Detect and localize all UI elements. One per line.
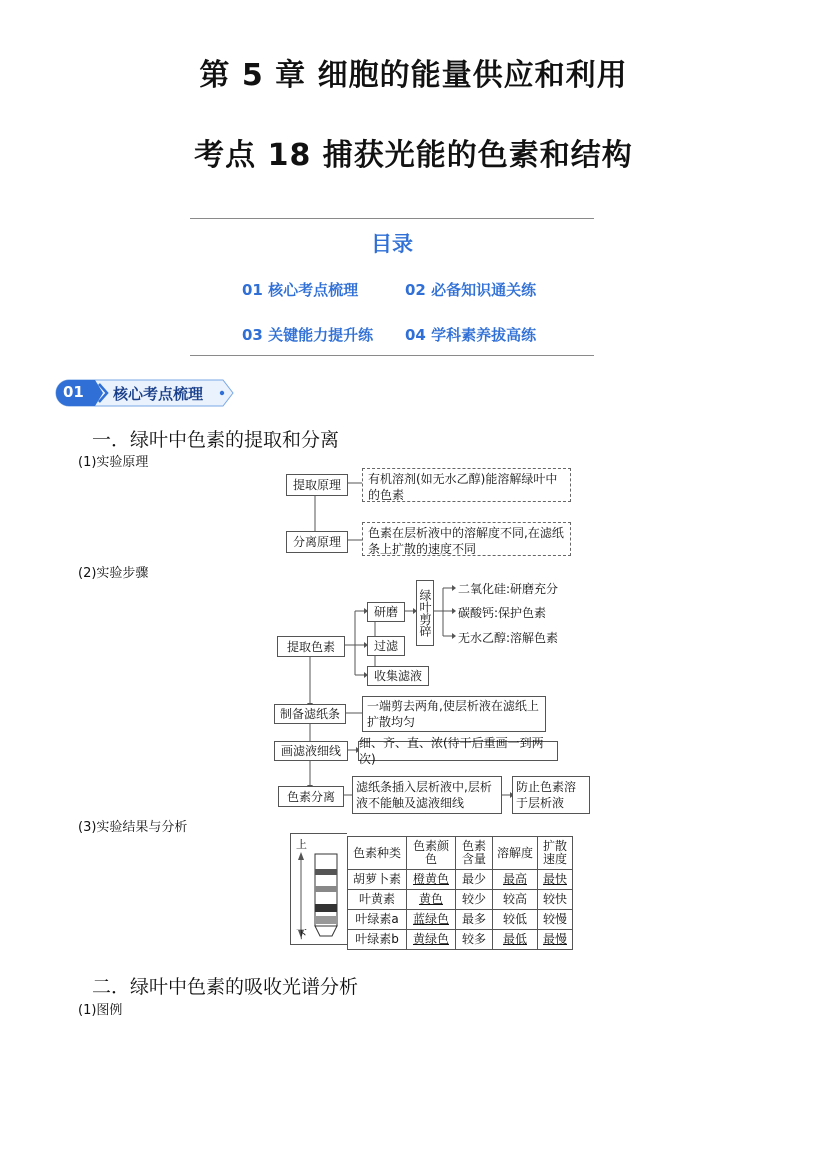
draw-line-box: 画滤液细线 — [274, 741, 348, 761]
results-table-header — [348, 837, 573, 870]
topic-title: 考点 18 捕获光能的色素和结构 — [194, 138, 633, 173]
separate-principle-box: 分离原理 — [286, 531, 348, 553]
header-cell: 溶解度 — [493, 837, 538, 870]
table-cell: 最低 — [493, 930, 538, 950]
top-mark: 上 — [296, 838, 307, 851]
table-cell: 叶黄素 — [348, 890, 407, 910]
table-cell: 最少 — [456, 870, 493, 890]
table-row — [348, 930, 573, 950]
table-cell: 较多 — [456, 930, 493, 950]
table-row — [348, 910, 573, 930]
toc-item-1[interactable]: 01 核心考点梳理 — [242, 281, 359, 299]
toc-item-4[interactable]: 04 学科素养拔高练 — [405, 326, 537, 344]
collect-filtrate-box: 收集滤液 — [367, 666, 429, 686]
legend-label: (1)图例 — [78, 1003, 123, 1018]
separate-principle-desc: 色素在层析液中的溶解度不同,在滤纸条上扩散的速度不同 — [362, 522, 571, 556]
table-cell: 较高 — [493, 890, 538, 910]
section2-heading: 二．绿叶中色素的吸收光谱分析 — [92, 976, 359, 998]
results-table — [347, 836, 573, 950]
grind-box: 研磨 — [367, 602, 405, 622]
toc-heading: 目录 — [371, 232, 413, 256]
reagent-silica: 二氧化硅:研磨充分 — [458, 582, 559, 596]
toc-item-2[interactable]: 02 必备知识通关练 — [405, 281, 537, 299]
steps-label: (2)实验步骤 — [78, 566, 149, 581]
table-cell: 较慢 — [538, 910, 573, 930]
table-cell: 叶绿素a — [348, 910, 407, 930]
prepare-paper-desc: 一端剪去两角,使层析液在滤纸上扩散均匀 — [362, 696, 546, 732]
header-cell: 色素含量 — [456, 837, 493, 870]
toc-item-3[interactable]: 03 关键能力提升练 — [242, 326, 374, 344]
draw-line-desc: 细、齐、直、浓(待干后重画一到两次) — [358, 741, 558, 761]
table-cell: 较少 — [456, 890, 493, 910]
table-cell: 蓝绿色 — [407, 910, 456, 930]
separate-pigment-reason: 防止色素溶于层析液 — [512, 776, 590, 814]
table-cell: 较快 — [538, 890, 573, 910]
header-cell: 色素种类 — [348, 837, 407, 870]
table-cell: 最快 — [538, 870, 573, 890]
table-cell: 橙黄色 — [407, 870, 456, 890]
table-cell: 黄绿色 — [407, 930, 456, 950]
table-cell: 最慢 — [538, 930, 573, 950]
table-cell: 较低 — [493, 910, 538, 930]
extract-principle-desc: 有机溶剂(如无水乙醇)能溶解绿叶中的色素 — [362, 468, 571, 502]
separate-pigment-box: 色素分离 — [278, 786, 344, 807]
leaf-cut-box: 绿叶剪碎 — [416, 580, 434, 646]
chapter-title: 第 5 章 细胞的能量供应和利用 — [199, 58, 628, 93]
reagent-ethanol: 无水乙醇:溶解色素 — [458, 631, 559, 645]
table-cell: 最高 — [493, 870, 538, 890]
section-badge-number: 01 — [63, 383, 84, 401]
bottom-mark: 下 — [296, 928, 307, 941]
extract-principle-box: 提取原理 — [286, 474, 348, 496]
table-row — [348, 890, 573, 910]
table-cell: 黄色 — [407, 890, 456, 910]
separate-pigment-desc: 滤纸条插入层析液中,层析液不能触及滤液细线 — [352, 776, 502, 814]
header-cell: 色素颜色 — [407, 837, 456, 870]
table-cell: 叶绿素b — [348, 930, 407, 950]
section1-heading: 一．绿叶中色素的提取和分离 — [92, 429, 340, 451]
extract-pigment-box: 提取色素 — [277, 636, 345, 657]
section-badge-label: 核心考点梳理 — [113, 385, 204, 403]
prepare-paper-box: 制备滤纸条 — [274, 704, 346, 724]
reagent-calcium-carbonate: 碳酸钙:保护色素 — [458, 606, 547, 620]
table-row — [348, 870, 573, 890]
results-label: (3)实验结果与分析 — [78, 820, 188, 835]
table-cell: 胡萝卜素 — [348, 870, 407, 890]
chromatogram-panel — [290, 833, 347, 945]
header-cell: 扩散速度 — [538, 837, 573, 870]
principle-label: (1)实验原理 — [78, 455, 149, 470]
filter-box: 过滤 — [367, 636, 405, 656]
table-cell: 最多 — [456, 910, 493, 930]
